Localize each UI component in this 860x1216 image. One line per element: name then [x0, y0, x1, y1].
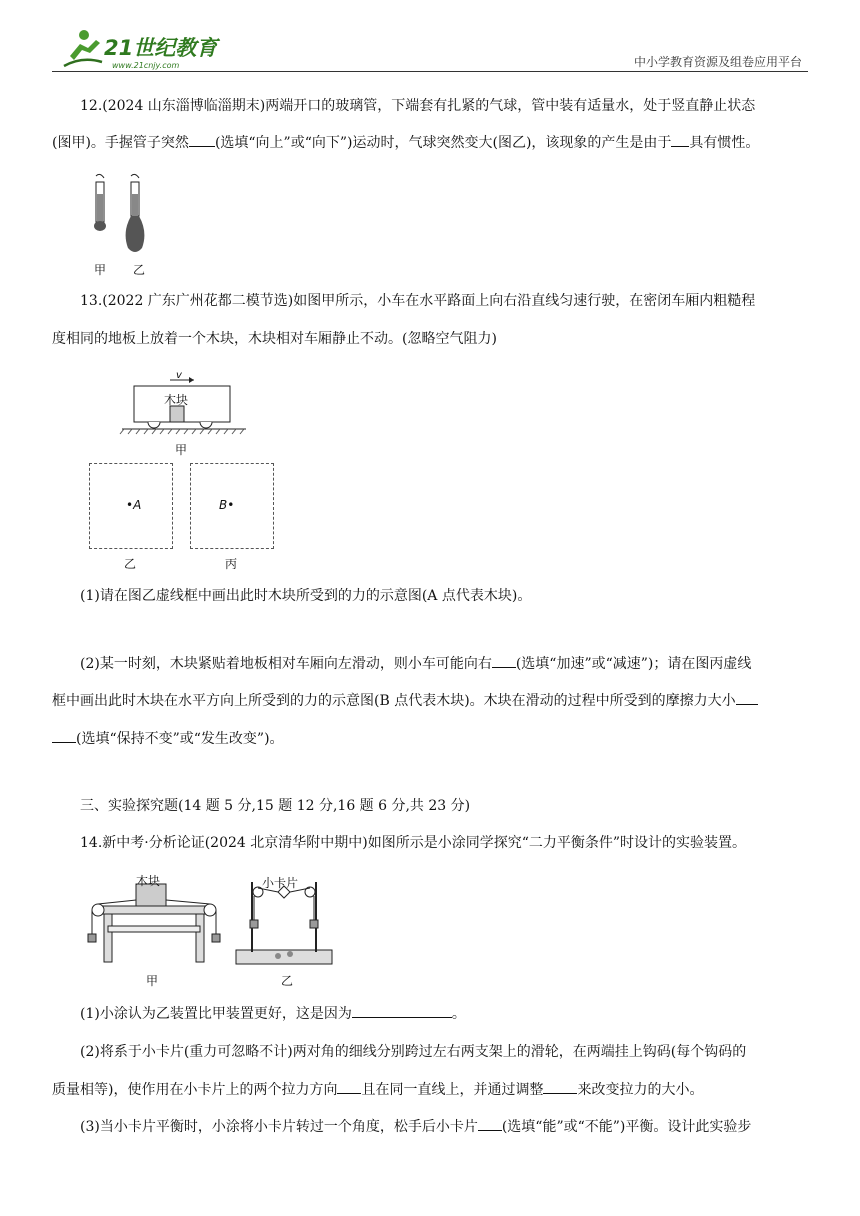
q13-line2: 度相同的地板上放着一个木块，木块相对车厢静止不动。(忽略空气阻力)	[52, 331, 497, 347]
q14-blank-4[interactable]	[478, 1116, 502, 1131]
q14-sub1: (1)小涂认为乙装置比甲装置更好，这是因为 。	[52, 1003, 812, 1025]
runner-icon	[64, 30, 102, 66]
q14-sub2-line2: 质量相等)，使作用在小卡片上的两个拉力方向 且在同一直线上，并通过调整 来改变拉力的大小。	[52, 1079, 812, 1101]
tube-jia-icon	[94, 174, 106, 231]
q14-label-jia: 甲	[146, 974, 159, 988]
q12-label-yi: 乙	[133, 263, 146, 277]
q12-figure	[88, 172, 158, 262]
header-divider	[52, 71, 808, 72]
q12-blank-2[interactable]	[671, 132, 689, 147]
weight-right-icon	[212, 934, 220, 942]
tube-yi-icon	[126, 174, 145, 252]
velocity-label: v	[176, 370, 182, 381]
q13-blank-2b[interactable]	[52, 728, 76, 743]
q14-line1: 14.新中考·分析论证(2024 北京清华附中期中)如图所示是小涂同学探究“二力平衡条件”时设计的实验装置。	[80, 835, 747, 851]
q13-sub2-line1: (2)某一时刻，木块紧贴着地板相对车厢向左滑动，则小车可能向右 (选填“加速”或“减速”)；请在图丙虚线	[52, 653, 812, 675]
q13-label-yi: 乙	[124, 557, 137, 571]
q13-line1: 13.(2022 广东广州花都二模节选)如图甲所示，小车在水平路面上向右沿直线匀速行驶，在密闭车厢内粗糙程	[80, 293, 756, 309]
logo-text: 21世纪教育	[104, 36, 218, 60]
weight-left-icon	[88, 934, 96, 942]
q13-label-bing: 丙	[225, 557, 238, 571]
q13-label-jia: 甲	[175, 443, 188, 457]
q12-line1: 12.(2024 山东淄博临淄期末)两端开口的玻璃管，下端套有扎紧的气球，管中装有适量水，处于竖直静止状态	[80, 98, 756, 114]
q12-blank-1[interactable]	[189, 132, 215, 147]
q14-blank-1[interactable]	[352, 1003, 452, 1018]
section3-title: 三、实验探究题(14 题 5 分,15 题 12 分,16 题 6 分,共 23 分)	[80, 798, 471, 814]
wood-block	[170, 406, 184, 422]
point-a: •A	[126, 498, 142, 512]
stand-base	[236, 950, 332, 964]
card-label: 小卡片	[262, 876, 299, 890]
q13-blank-2[interactable]	[736, 690, 758, 705]
velocity-arrow-icon	[189, 377, 194, 383]
logo-url: www.21cnjy.com	[112, 61, 180, 70]
q12-line2: (图甲)。手握管子突然 (选填“向上”或“向下”)运动时，气球突然变大(图乙)，该现象的产生是由于 具有惯性。	[52, 132, 812, 154]
q13-sub2-line2: 框中画出此时木块在水平方向上所受到的力的示意图(B 点代表木块)。木块在滑动的过程中所受到的摩擦力大小	[52, 690, 812, 712]
q13-blank-1[interactable]	[492, 653, 516, 668]
q13-sub2-line3: (选填“保持不变”或“发生改变”)。	[52, 728, 812, 750]
q14-sub3: (3)当小卡片平衡时，小涂将小卡片转过一个角度，松手后小卡片 (选填“能”或“不能”)平衡。设计此实验步	[52, 1116, 812, 1138]
cart-block-label: 木块	[164, 393, 189, 407]
q13-sub1: (1)请在图乙虚线框中画出此时木块所受到的力的示意图(A 点代表木块)。	[80, 588, 532, 604]
jia-block-label: 木块	[136, 874, 161, 888]
table-top	[98, 906, 210, 914]
q14-label-yi: 乙	[281, 974, 294, 988]
pulley-right-icon	[204, 904, 216, 916]
q14-sub2-line1: (2)将系于小卡片(重力可忽略不计)两对角的细线分别跨过左右两支架上的滑轮，在两端挂上钩码(每个钩码的	[80, 1044, 747, 1060]
platform-name: 中小学教育资源及组卷应用平台	[633, 55, 802, 69]
point-b: B•	[219, 498, 235, 512]
pulley-left-icon	[92, 904, 104, 916]
q14-blank-2[interactable]	[337, 1079, 361, 1094]
q14-blank-3[interactable]	[543, 1079, 577, 1094]
q12-label-jia: 甲	[94, 263, 107, 277]
